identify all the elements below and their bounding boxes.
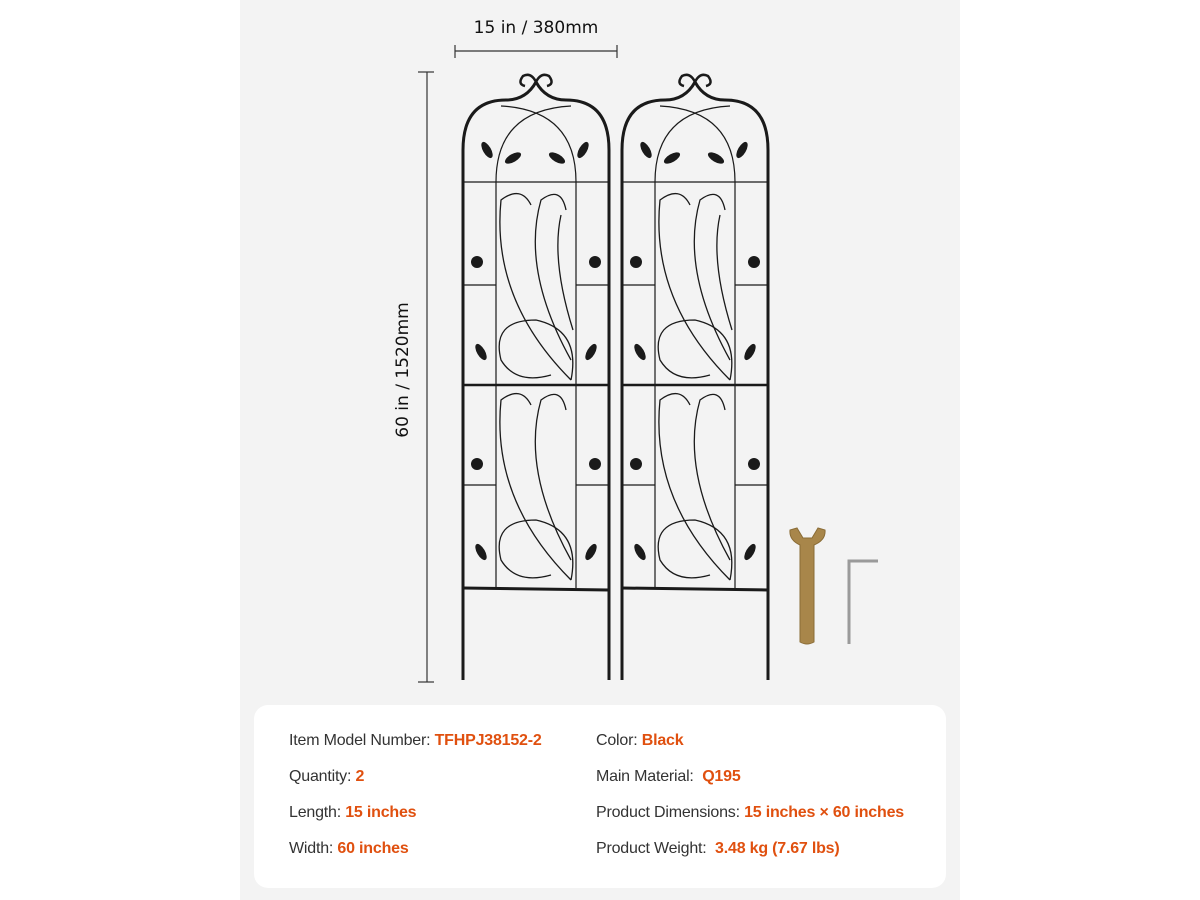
spec-label: Length: <box>289 804 341 821</box>
spec-product-dimensions <box>596 804 904 822</box>
dimension-width-line <box>455 45 617 58</box>
spec-material <box>596 768 741 786</box>
spec-label: Product Dimensions: <box>596 804 740 821</box>
spec-label: Main Material: <box>596 768 694 785</box>
spec-width <box>289 840 409 858</box>
spec-value: Q195 <box>702 768 741 785</box>
dimension-height-line <box>418 72 434 682</box>
height-dimension-label: 60 in / 1520mm <box>393 302 413 438</box>
spec-value: Black <box>641 732 684 749</box>
wrench-icon <box>790 528 825 644</box>
spec-label: Color: <box>596 732 638 749</box>
spec-quantity <box>289 768 364 786</box>
spec-value: 60 inches <box>337 840 409 857</box>
width-dimension-label: 15 in / 380mm <box>473 18 599 38</box>
spec-value: TFHPJ38152-2 <box>434 732 542 749</box>
trellis-panel-right <box>622 75 768 680</box>
spec-value: 2 <box>355 768 365 785</box>
spec-color <box>596 732 683 750</box>
spec-label: Item Model Number: <box>289 732 431 749</box>
spec-value: 3.48 kg (7.67 lbs) <box>715 840 840 857</box>
spec-label: Product Weight: <box>596 840 707 857</box>
specs-card <box>254 705 946 888</box>
spec-model <box>289 732 542 750</box>
spec-length <box>289 804 416 822</box>
spec-value: 15 inches <box>345 804 417 821</box>
spec-label: Width: <box>289 840 334 857</box>
trellis-panel-left <box>463 75 609 680</box>
spec-value: 15 inches × 60 inches <box>744 804 904 821</box>
spec-label: Quantity: <box>289 768 352 785</box>
hex-key-icon <box>849 561 878 644</box>
spec-weight <box>596 840 840 858</box>
